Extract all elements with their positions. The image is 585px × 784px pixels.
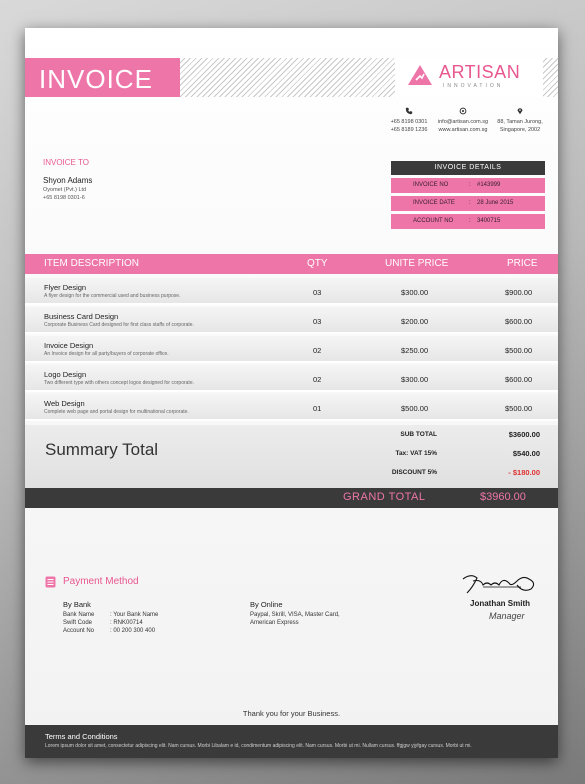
- wallet-icon: [45, 576, 56, 588]
- grand-total-bar: [25, 488, 558, 508]
- table-row: [25, 336, 558, 363]
- location-icon: [516, 107, 524, 115]
- signatory-name: Jonathan Smith: [470, 599, 531, 608]
- col-price: PRICE: [507, 258, 538, 269]
- discount-value: - $180.00: [508, 468, 540, 477]
- detail-value: 28 June 2015: [477, 200, 514, 206]
- tax-label: Tax: VAT 15%: [395, 450, 437, 457]
- invoice-no-row: [391, 178, 545, 193]
- grand-total-label: GRAND TOTAL: [343, 491, 426, 503]
- item-unit-price: $200.00: [401, 317, 429, 326]
- terms-text: Lorem ipsum dolor sit amet, consectetur adipiscing elit. Nam cursus. Morbi Libalam e id, condimentum adipiscing elit. Nam cursus. Morbi ut mi. Nullam cursus. ffgjgw yjyfgay cursus. Morbi ut mi.: [45, 743, 472, 749]
- contact-phone: [389, 107, 429, 134]
- item-price: $500.00: [505, 346, 533, 355]
- tax-value: $540.00: [512, 449, 540, 458]
- sub-total-value: $3600.00: [508, 430, 540, 439]
- item-qty: 02: [313, 346, 322, 355]
- invoice-to-label: INVOICE TO: [43, 158, 89, 167]
- invoice-date-row: [391, 196, 545, 211]
- invoice-details-heading: INVOICE DETAILS: [391, 161, 545, 175]
- email-line-1[interactable]: info@artisan.com.sg: [437, 119, 489, 125]
- account-no-row: [391, 214, 545, 229]
- by-bank-heading: By Bank: [63, 600, 91, 609]
- table-row: [25, 365, 558, 392]
- by-online-heading: By Online: [250, 600, 283, 609]
- item-qty: 01: [313, 404, 322, 413]
- logo-triangle-icon: [407, 64, 433, 86]
- item-name: Invoice Design: [44, 341, 94, 350]
- client-name: Shyon Adams: [43, 176, 93, 185]
- invoice-details-box: [391, 161, 545, 229]
- contact-email: [435, 107, 491, 134]
- client-phone: +65 8198 0301-6: [43, 195, 85, 201]
- signatory-role: Manager: [489, 611, 525, 621]
- item-desc: Two different type with others concept logos designed for corporate.: [44, 380, 194, 386]
- swift-code-key: Swift Code: [63, 620, 93, 626]
- terms-bar: [25, 725, 558, 758]
- account-no-key: Account No: [63, 628, 95, 634]
- address-line-1: 88, Taman Jurong,: [497, 119, 543, 125]
- discount-label: DISCOUNT 5%: [391, 469, 437, 476]
- item-price: $600.00: [505, 375, 533, 384]
- swift-code-value: : RNK00714: [110, 620, 143, 626]
- online-methods-line-1: Paypal, Skrill, VISA, Master Card,: [250, 612, 340, 618]
- detail-value: #143999: [477, 182, 501, 188]
- item-name: Logo Design: [44, 370, 87, 379]
- brand-name: ARTISAN: [439, 62, 521, 82]
- grand-total-value: $3960.00: [480, 491, 526, 503]
- summary-section: [25, 425, 558, 488]
- table-row: [25, 394, 558, 421]
- handwritten-signature: [459, 569, 544, 597]
- detail-sep: :: [469, 182, 471, 188]
- online-methods-line-2: American Express: [250, 620, 299, 626]
- sub-total-label: SUB TOTAL: [400, 431, 437, 438]
- page-shade: [25, 28, 558, 758]
- detail-label: ACCOUNT NO: [413, 218, 454, 224]
- payment-method-title: Payment Method: [63, 576, 139, 587]
- bank-name-value: : Your Bank Name: [110, 612, 159, 618]
- phone-line-2: +65 8189 1236: [390, 127, 428, 133]
- detail-label: INVOICE NO: [413, 182, 449, 188]
- col-unit-price: UNITE PRICE: [385, 258, 449, 269]
- bank-name-key: Bank Name: [63, 612, 95, 618]
- item-unit-price: $500.00: [401, 404, 429, 413]
- terms-heading: Terms and Conditions: [45, 732, 118, 741]
- invoice-title-bar: [25, 58, 180, 97]
- item-price: $600.00: [505, 317, 533, 326]
- item-unit-price: $300.00: [401, 288, 429, 297]
- account-no-value: : 00 200 300 400: [110, 628, 156, 634]
- address-line-2: Singapore, 2002: [499, 127, 541, 133]
- summary-title: Summary Total: [45, 440, 159, 459]
- col-item-description: ITEM DESCRIPTION: [44, 258, 140, 269]
- client-company: Oyomet (Pvt.) Ltd: [43, 187, 87, 193]
- thank-you-note: Thank you for your Business.: [242, 709, 341, 718]
- item-desc: An Invoice design for all party/buyers of corporate office.: [44, 351, 169, 357]
- detail-label: INVOICE DATE: [413, 200, 455, 206]
- item-qty: 02: [313, 375, 322, 384]
- item-unit-price: $300.00: [401, 375, 429, 384]
- contact-address: [496, 107, 544, 134]
- item-name: Business Card Design: [44, 312, 119, 321]
- brand-logo: [395, 58, 543, 97]
- item-qty: 03: [313, 288, 322, 297]
- item-desc: Complete web page and portal design for multinational corporate.: [44, 409, 189, 415]
- detail-sep: :: [469, 218, 471, 224]
- table-row: [25, 307, 558, 334]
- item-desc: Corporate Business Card designed for first class staffs of corporate.: [44, 322, 194, 328]
- invoice-title: INVOICE: [39, 64, 153, 94]
- item-name: Flyer Design: [44, 283, 87, 292]
- item-qty: 03: [313, 317, 322, 326]
- brand-tagline: INNOVATION: [443, 83, 504, 89]
- col-qty: QTY: [307, 258, 328, 269]
- detail-value: 3400715: [477, 218, 501, 224]
- phone-icon: [405, 107, 413, 115]
- item-name: Web Design: [44, 399, 85, 408]
- item-unit-price: $250.00: [401, 346, 429, 355]
- detail-sep: :: [469, 200, 471, 206]
- invoice-page: [25, 28, 558, 758]
- items-table-header: [25, 254, 558, 274]
- table-row: [25, 278, 558, 305]
- item-price: $500.00: [505, 404, 533, 413]
- website-line[interactable]: www.artisan.com.sg: [438, 127, 488, 133]
- item-desc: A flyer design for the commercial used and business purpose.: [44, 293, 181, 299]
- phone-line-1: +65 8198 0301: [390, 119, 428, 125]
- email-icon: [459, 107, 467, 115]
- item-price: $900.00: [505, 288, 533, 297]
